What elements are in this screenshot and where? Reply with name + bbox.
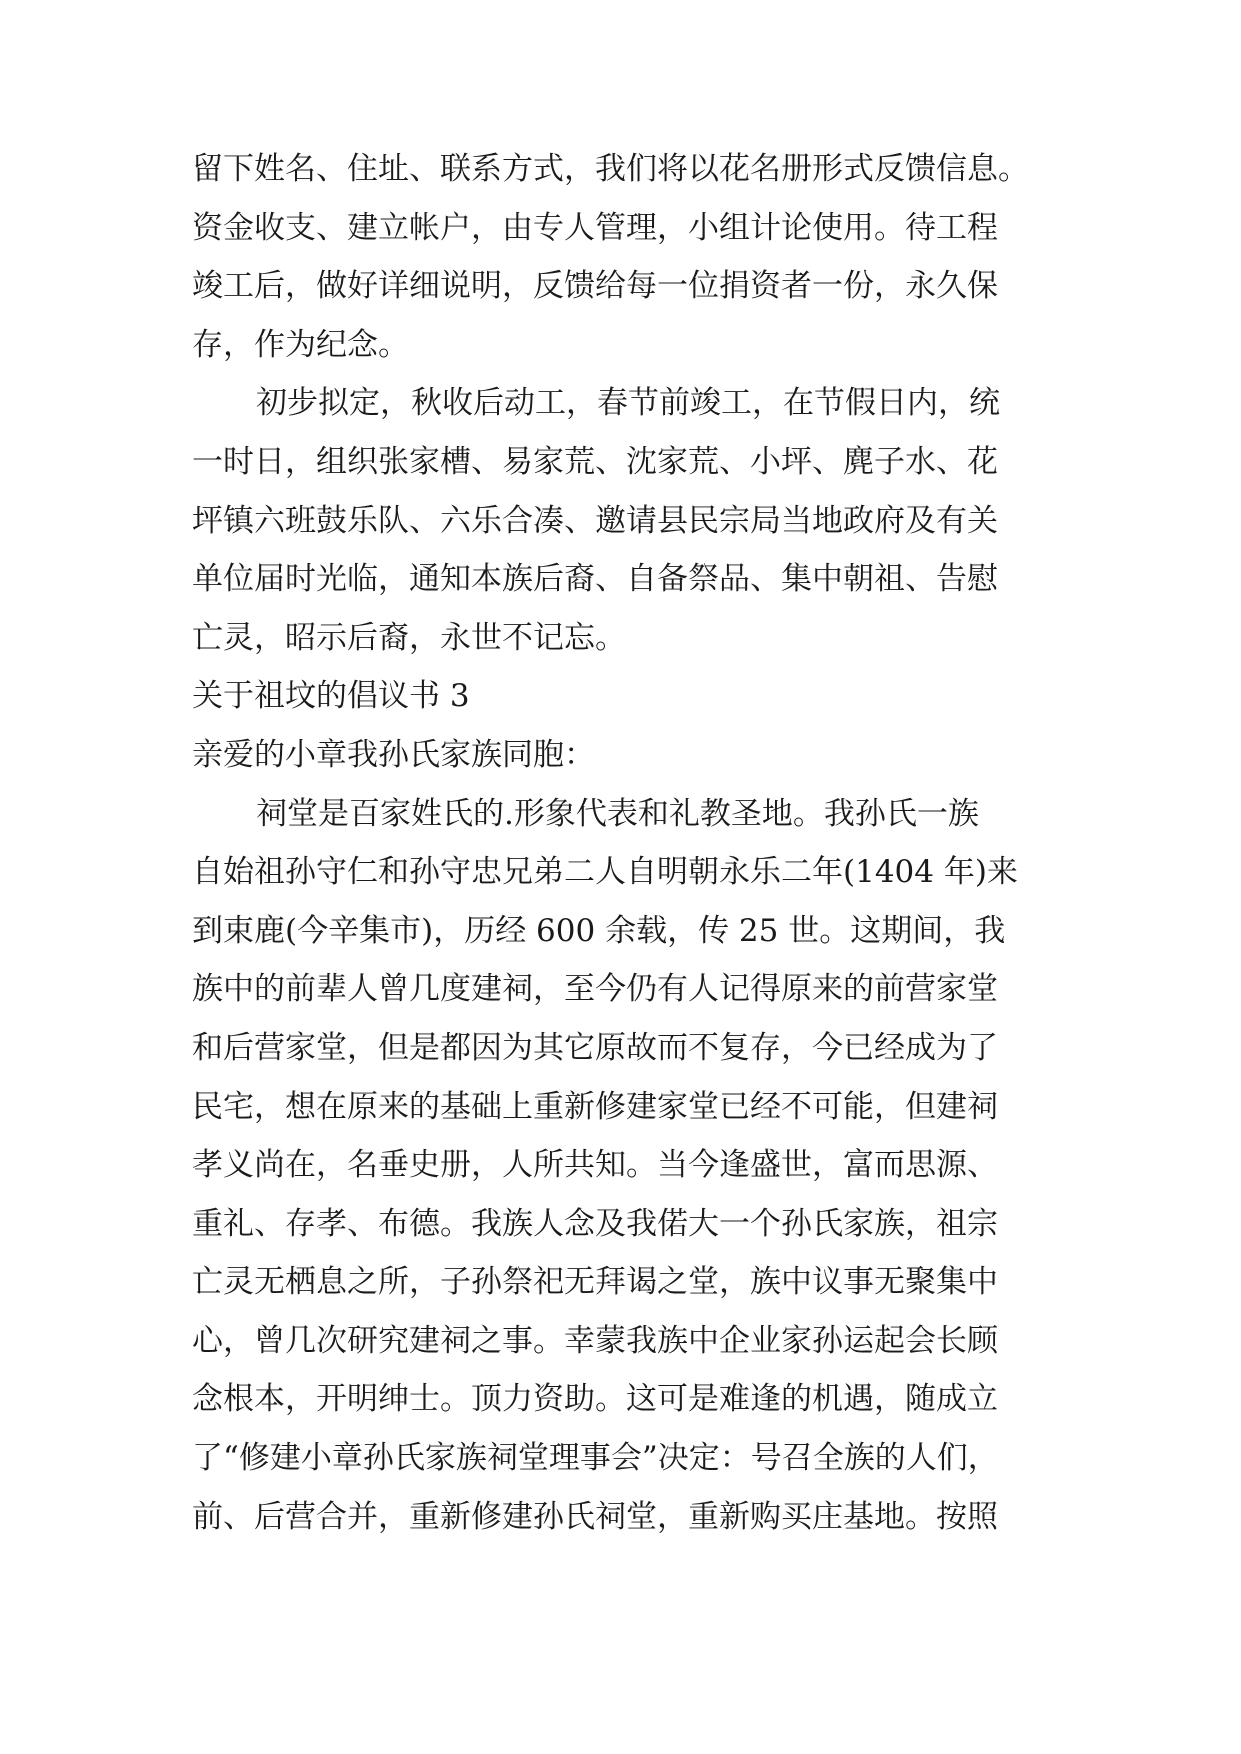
document-body [192,140,1052,1546]
text-line: 念根本，开明绅士。顶力资助。这可是难逢的机遇，随成立 [192,1381,998,1418]
text-line: 族中的前辈人曾几度建祠，至今仍有人记得原来的前营家堂 [192,971,998,1008]
text-line: 一时日，组织张家槽、易家荒、沈家荒、小坪、麂子水、花 [192,443,998,480]
text-line: 民宅，想在原来的基础上重新修建家堂已经不可能，但建祠 [192,1088,998,1125]
text-line: 心，曾几次研究建祠之事。幸蒙我族中企业家孙运起会长顾 [192,1322,998,1359]
text-line: 和后营家堂，但是都因为其它原故而不复存，今已经成为了 [192,1029,998,1066]
paragraph-first-line: 祠堂是百家姓氏的.形象代表和礼教圣地。我孙氏一族 [256,795,979,832]
text-line: 了“修建小章孙氏家族祠堂理事会”决定：号召全族的人们， [192,1440,999,1477]
text-line: 竣工后，做好详细说明，反馈给每一位捐资者一份，永久保 [192,268,998,305]
text-line: 亡灵，昭示后裔，永世不记忘。 [192,619,626,656]
text-line: 留下姓名、住址、联系方式，我们将以花名册形式反馈信息。 [192,151,1029,187]
text-line: 资金收支、建立帐户，由专人管理，小组计论使用。待工程 [192,209,998,246]
text-line: 亡灵无栖息之所，子孙祭祀无拜谒之堂，族中议事无聚集中 [192,1264,998,1301]
text-line: 重礼、存孝、布德。我族人念及我偌大一个孙氏家族，祖宗 [192,1205,998,1242]
section-heading: 关于祖坟的倡议书 3 [192,678,470,715]
text-line: 前、后营合并，重新修建孙氏祠堂，重新购买庄基地。按照 [192,1498,998,1535]
text-line: 坪镇六班鼓乐队、六乐合凑、邀请县民宗局当地政府及有关 [192,502,998,539]
text-line: 到束鹿(今辛集市)，历经 600 余载，传 25 世。这期间，我 [192,912,1006,949]
salutation: 亲爱的小章我孙氏家族同胞： [192,736,595,773]
text-line: 孝义尚在，名垂史册，人所共知。当今逢盛世，富而思源、 [192,1147,998,1184]
text-line: 存，作为纪念。 [192,326,409,363]
text-line: 单位届时光临，通知本族后裔、自备祭品、集中朝祖、告慰 [192,561,998,598]
text-line: 自始祖孙守仁和孙守忠兄弟二人自明朝永乐二年(1404 年)来 [192,854,1018,891]
paragraph-first-line: 初步拟定，秋收后动工，春节前竣工，在节假日内，统 [256,385,1000,422]
